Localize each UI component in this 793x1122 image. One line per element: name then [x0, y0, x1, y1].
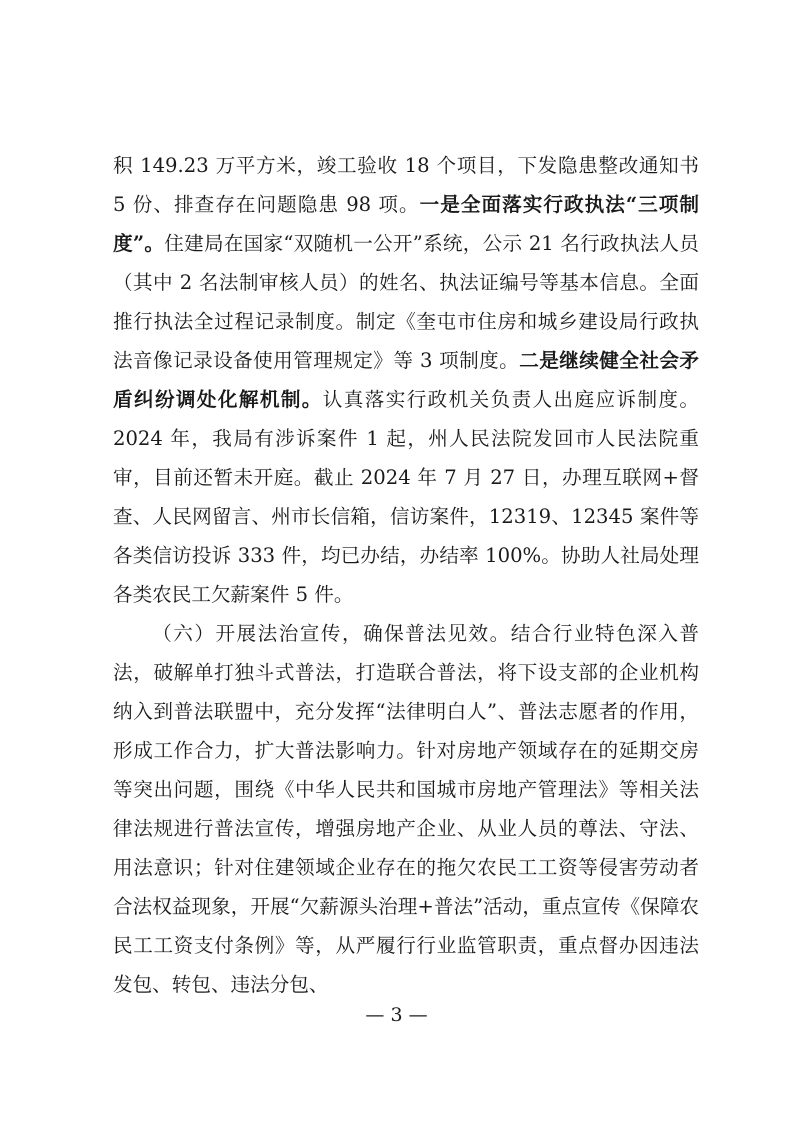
section-heading-publicity: （六）开展法治宣传，确保普法见效。 — [152, 622, 511, 645]
paragraph-1-text-a: 积 149.23 万平方米，竣工验收 18 个项目，下发隐患整改通知书 5 份、排查存在问题隐患 98 项。 — [113, 154, 699, 216]
page-number: — 3 — — [365, 1004, 428, 1026]
paragraph-1-text-c: 认真落实行政机关负责人出庭应诉制度。2024 年，我局有涉诉案件 1 起，州人民法院发回市人民法院重审，目前还暂未开庭。截止 2024 年 7 月 27 日，办理互联网+督查、人民网留言、州市长信箱，信访案件，12319、12345 案件等各类信访投诉 333 件，均已办结，办结率 100%。协助人社局处理各类农民工欠薪案件 5 件。 — [113, 388, 700, 606]
paragraph-1-text-b: 住建局在国家“双随机一公开”系统，公示 21 名行政执法人员（其中 2 名法制审核人员）的姓名、执法证编号等基本信息。全面推行执法全过程记录制度。制定《奎屯市住房和城乡建设局行政执法音像记录设备使用管理规定》等 3 项制度。 — [113, 232, 699, 372]
paragraph-1 — [113, 146, 699, 614]
paragraph-2-text: 结合行业特色深入普法，破解单打独斗式普法，打造联合普法，将下设支部的企业机构纳入到普法联盟中，充分发挥“法律明白人”、普法志愿者的作用，形成工作合力，扩大普法影响力。针对房地产领域存在的延期交房等突出问题，围绕《中华人民共和国城市房地产管理法》等相关法律法规进行普法宣传，增强房地产企业、从业人员的尊法、守法、用法意识；针对住建领域企业存在的拖欠农民工工资等侵害劳动者合法权益现象，开展“欠薪源头治理+普法”活动，重点宣传《保障农民工工资支付条例》等，从严履行行业监管职责，重点督办因违法发包、转包、违法分包、 — [113, 622, 700, 996]
body-text — [113, 146, 699, 1004]
paragraph-1-heading-dispute: 二是继续健全社会矛盾纠纷调处化解机制。 — [113, 349, 699, 411]
paragraph-2 — [113, 614, 699, 1004]
paragraph-1-heading-enforcement: 一是全面落实行政执法“三项制度”。 — [113, 193, 699, 255]
